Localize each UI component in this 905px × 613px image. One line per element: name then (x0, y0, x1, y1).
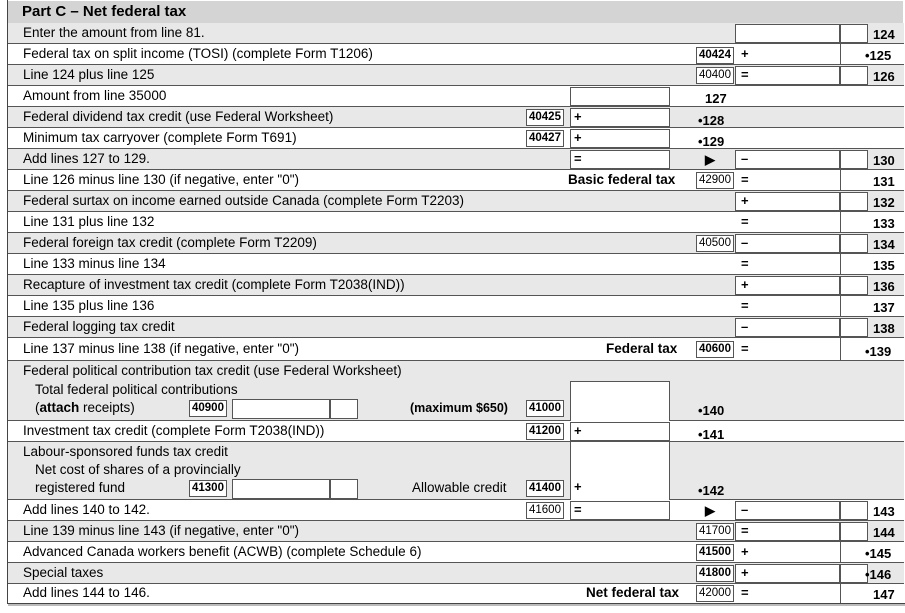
line-127-amount-field[interactable] (570, 87, 670, 106)
line-147-row (8, 584, 904, 603)
line-135-row (8, 254, 904, 275)
line-132-cents-field[interactable] (840, 192, 868, 211)
basic-federal-tax-label: Basic federal tax (568, 172, 676, 187)
line-127-number: 127 (705, 91, 727, 106)
line-140-contributions-code: 40900 (189, 400, 227, 417)
line-128-operator: + (574, 109, 582, 124)
line-145-operator: + (741, 544, 749, 559)
line-133-operator: = (741, 214, 749, 229)
page-title: Part C – Net federal tax (22, 3, 187, 20)
line-143-desc: Add lines 140 to 142. (23, 502, 150, 517)
line-138-cents-field[interactable] (840, 318, 868, 337)
net-federal-tax-label: Net federal tax (586, 585, 680, 600)
line-124-number: 124 (873, 27, 895, 42)
line-144-amount-field[interactable] (735, 522, 840, 541)
line-129-row (8, 128, 904, 149)
line-140-desc-3: (attach receipts) (35, 400, 135, 415)
line-141-row (8, 421, 904, 442)
line-144-desc: Line 139 minus line 143 (if negative, enter "0") (23, 523, 299, 538)
line-139-number: •139 (865, 344, 892, 359)
line-142-row (8, 442, 904, 500)
line-136-number: 136 (873, 279, 895, 294)
line-127-desc: Amount from line 35000 (23, 88, 167, 103)
line-140-desc-2: Total federal political contributions (35, 382, 238, 397)
line-126-amount-field[interactable] (735, 66, 840, 85)
line-141-desc: Investment tax credit (complete Form T2038(IND)) (23, 423, 325, 438)
line-136-desc: Recapture of investment tax credit (complete Form T2038(IND)) (23, 277, 405, 292)
arrow-right-icon: ▶ (705, 503, 715, 518)
line-144-cents-field[interactable] (840, 522, 868, 541)
federal-tax-label: Federal tax (606, 341, 678, 356)
line-140-amount-field[interactable] (570, 381, 670, 421)
line-129-code: 40427 (526, 130, 564, 147)
line-142-amount-field[interactable] (570, 442, 670, 500)
line-142-desc-3: registered fund (35, 480, 126, 495)
line-147-number: 147 (873, 587, 895, 602)
line-134-cents-field[interactable] (840, 234, 868, 253)
line-124-desc: Enter the amount from line 81. (23, 25, 205, 40)
line-131-row (8, 170, 904, 191)
line-141-number: •141 (698, 427, 725, 442)
line-133-row (8, 212, 904, 233)
line-143-equals: = (574, 502, 582, 517)
line-147-operator: = (741, 585, 749, 600)
line-124-cents-field[interactable] (840, 24, 868, 43)
line-142-operator: + (574, 479, 582, 494)
line-143-sum-field[interactable] (570, 501, 670, 520)
line-143-amount-field[interactable] (735, 501, 840, 520)
line-143-code: 41600 (526, 502, 564, 519)
line-140-number: •140 (698, 403, 725, 418)
line-139-code: 40600 (696, 341, 734, 358)
line-142-desc: Labour-sponsored funds tax credit (23, 444, 228, 459)
line-141-amount-field[interactable] (570, 422, 670, 441)
line-129-amount-field[interactable] (570, 129, 670, 148)
line-128-row (8, 107, 904, 128)
title-bar (8, 1, 903, 23)
line-126-operator: = (741, 67, 749, 82)
line-146-number: •146 (865, 567, 892, 582)
line-136-row (8, 275, 904, 296)
line-147-desc: Add lines 144 to 146. (23, 585, 150, 600)
line-124-row (8, 23, 904, 44)
line-140-row (8, 361, 904, 421)
line-136-operator: + (741, 277, 749, 292)
line-132-amount-field[interactable] (735, 192, 840, 211)
line-128-amount-field[interactable] (570, 108, 670, 127)
line-126-cents-field[interactable] (840, 66, 868, 85)
line-130-desc: Add lines 127 to 129. (23, 151, 150, 166)
line-145-row (8, 542, 904, 563)
line-142-desc-2: Net cost of shares of a provincially (35, 462, 241, 477)
line-140-desc: Federal political contribution tax credit (use Federal Worksheet) (23, 363, 402, 378)
line-131-operator: = (741, 172, 749, 187)
line-145-code: 41500 (696, 544, 734, 561)
line-130-cents-field[interactable] (840, 150, 868, 169)
line-138-operator: – (741, 319, 749, 334)
line-138-number: 138 (873, 321, 895, 336)
line-131-number: 131 (873, 174, 895, 189)
line-142-code: 41400 (526, 480, 564, 497)
line-147-code: 42000 (696, 585, 734, 602)
line-146-desc: Special taxes (23, 565, 104, 580)
line-144-code: 41700 (696, 523, 734, 540)
line-126-row (8, 65, 904, 86)
line-143-operator: – (741, 502, 749, 517)
line-133-desc: Line 131 plus line 132 (23, 214, 155, 229)
line-137-operator: = (741, 298, 749, 313)
line-129-desc: Minimum tax carryover (complete Form T691) (23, 130, 297, 145)
line-130-amount-field[interactable] (735, 150, 840, 169)
line-138-desc: Federal logging tax credit (23, 319, 175, 334)
line-141-code: 41200 (526, 423, 564, 440)
maximum-label: (maximum $650) (410, 401, 508, 415)
line-141-operator: + (574, 423, 582, 438)
line-135-desc: Line 133 minus line 134 (23, 256, 166, 271)
line-130-row (8, 149, 904, 170)
line-128-number: •128 (698, 113, 725, 128)
line-146-row (8, 563, 904, 584)
line-138-amount-field[interactable] (735, 318, 840, 337)
line-136-cents-field[interactable] (840, 276, 868, 295)
line-137-number: 137 (873, 300, 895, 315)
arrow-right-icon: ▶ (705, 152, 715, 167)
line-132-operator: + (741, 193, 749, 208)
line-128-desc: Federal dividend tax credit (use Federal Worksheet) (23, 109, 334, 124)
line-142-number: •142 (698, 483, 725, 498)
line-125-number: •125 (865, 48, 892, 63)
line-130-sum-field[interactable] (570, 150, 670, 169)
line-125-row (8, 44, 904, 65)
line-134-desc: Federal foreign tax credit (complete Form T2209) (23, 235, 317, 250)
line-132-row (8, 191, 904, 212)
line-134-operator: – (741, 235, 749, 250)
line-125-desc: Federal tax on split income (TOSI) (complete Form T1206) (23, 46, 373, 61)
line-144-operator: = (741, 523, 749, 538)
line-134-amount-field[interactable] (735, 234, 840, 253)
line-130-operator: – (741, 151, 749, 166)
line-146-amount-field[interactable] (735, 564, 840, 583)
line-125-operator: + (741, 46, 749, 61)
line-124-amount-field[interactable] (735, 24, 840, 43)
line-129-operator: + (574, 130, 582, 145)
political-contributions-cents-field[interactable] (330, 399, 358, 419)
line-143-cents-field[interactable] (840, 501, 868, 520)
line-142-shares-code: 41300 (189, 480, 227, 497)
line-131-code: 42900 (696, 172, 734, 189)
line-132-desc: Federal surtax on income earned outside Canada (complete Form T2203) (23, 193, 464, 208)
line-136-amount-field[interactable] (735, 276, 840, 295)
line-146-operator: + (741, 565, 749, 580)
line-132-number: 132 (873, 195, 895, 210)
line-126-number: 126 (873, 69, 895, 84)
line-130-number: 130 (873, 153, 895, 168)
line-146-code: 41800 (696, 565, 734, 582)
line-139-row (8, 338, 904, 361)
line-144-row (8, 521, 904, 542)
line-143-number: 143 (873, 504, 895, 519)
line-140-code: 41000 (526, 400, 564, 417)
line-129-number: •129 (698, 134, 725, 149)
line-127-row (8, 86, 904, 107)
line-137-desc: Line 135 plus line 136 (23, 298, 155, 313)
line-145-desc: Advanced Canada workers benefit (ACWB) (complete Schedule 6) (23, 544, 422, 559)
line-130-equals: = (574, 151, 582, 166)
line-134-number: 134 (873, 237, 895, 252)
line-143-row (8, 500, 904, 521)
political-contributions-field[interactable] (232, 399, 330, 419)
line-134-code: 40500 (696, 235, 734, 252)
net-cost-shares-field[interactable] (232, 479, 330, 499)
line-125-code: 40424 (696, 47, 734, 64)
line-135-operator: = (741, 256, 749, 271)
line-126-code: 40400 (696, 67, 734, 84)
line-139-desc: Line 137 minus line 138 (if negative, enter "0") (23, 341, 299, 356)
line-131-desc: Line 126 minus line 130 (if negative, enter "0") (23, 172, 299, 187)
line-146-cents-field[interactable] (840, 564, 868, 583)
allowable-credit-label: Allowable credit (412, 480, 507, 495)
line-135-number: 135 (873, 258, 895, 273)
line-138-row (8, 317, 904, 338)
line-137-row (8, 296, 904, 317)
line-139-operator: = (741, 341, 749, 356)
line-145-number: •145 (865, 546, 892, 561)
line-134-row (8, 233, 904, 254)
line-133-number: 133 (873, 216, 895, 231)
line-144-number: 144 (873, 525, 895, 540)
line-126-desc: Line 124 plus line 125 (23, 67, 155, 82)
net-cost-shares-cents-field[interactable] (330, 479, 358, 499)
line-128-code: 40425 (526, 109, 564, 126)
